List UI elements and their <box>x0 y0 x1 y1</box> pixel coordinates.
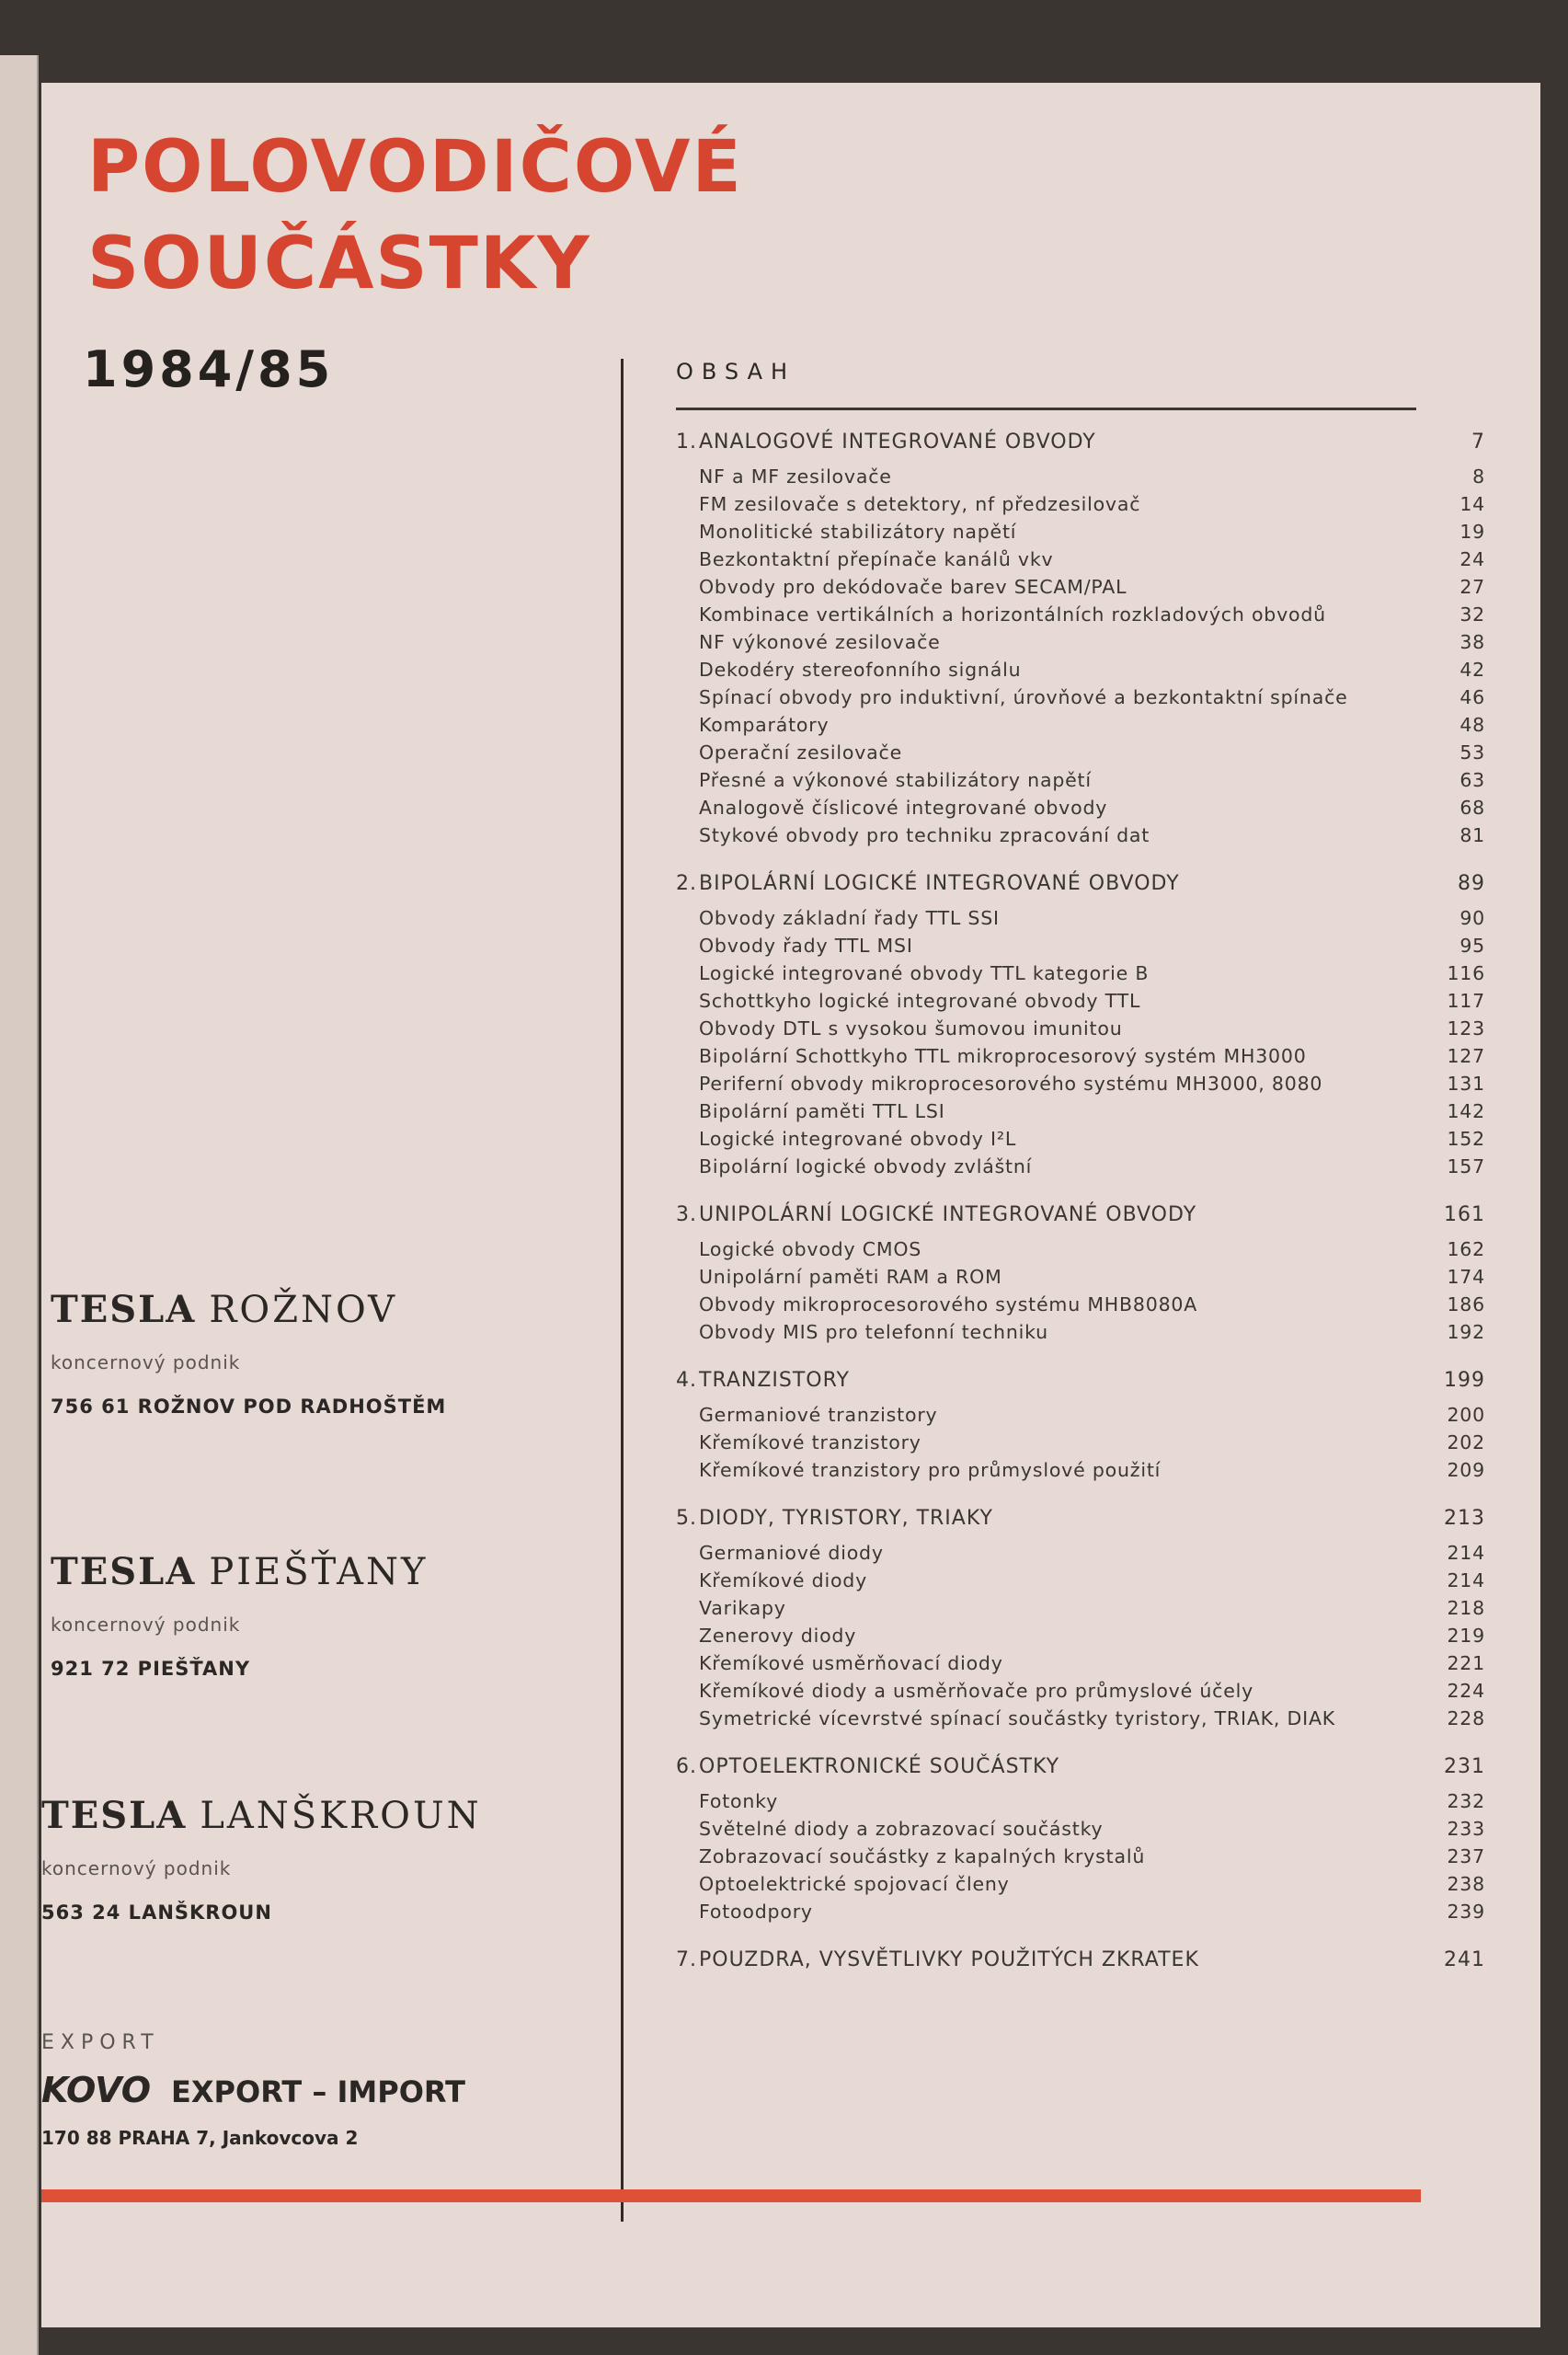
toc-entry <box>648 824 1485 852</box>
toc-entry <box>648 1128 1485 1155</box>
company-address: 563 24 LANŠKROUN <box>41 1901 272 1924</box>
section-page: 199 <box>1444 1369 1485 1392</box>
toc-entry <box>648 741 1485 769</box>
company-city: ROŽNOV <box>209 1289 397 1331</box>
section-title: POUZDRA, VYSVĚTLIVKY POUŽITÝCH ZKRATEK <box>699 1948 1199 1971</box>
toc-section-header <box>648 431 1485 465</box>
entry-page: 232 <box>1447 1790 1485 1812</box>
toc-entry <box>648 1404 1485 1431</box>
company-sub: koncernový podnik <box>51 1614 241 1636</box>
entry-title: Obvody pro dekódovače barev SECAM/PAL <box>699 576 1127 598</box>
toc-entry <box>648 1459 1485 1487</box>
entry-page: 239 <box>1447 1901 1485 1923</box>
entry-title: Unipolární paměti RAM a ROM <box>699 1266 1002 1288</box>
entry-title: Symetrické vícevrstvé spínací součástky tyristory, TRIAK, DIAK <box>699 1707 1336 1729</box>
toc-entry <box>648 1845 1485 1873</box>
entry-title: Operační zesilovače <box>699 741 902 764</box>
entry-title: Stykové obvody pro techniku zpracování dat <box>699 824 1150 846</box>
entry-title: FM zesilovače s detektory, nf předzesilovač <box>699 493 1141 515</box>
entry-title: Fotonky <box>699 1790 779 1812</box>
toc-section <box>648 872 1485 1183</box>
company-sub: koncernový podnik <box>41 1857 232 1879</box>
section-title: UNIPOLÁRNÍ LOGICKÉ INTEGROVANÉ OBVODY <box>699 1203 1197 1226</box>
company-city: LANŠKROUN <box>200 1795 482 1837</box>
toc-section-header <box>648 1369 1485 1404</box>
section-number: 7. <box>676 1948 697 1971</box>
entry-title: Světelné diody a zobrazovací součástky <box>699 1818 1104 1840</box>
toc-entry <box>648 548 1485 576</box>
entry-title: Logické integrované obvody I²L <box>699 1128 1017 1150</box>
toc-entry <box>648 1901 1485 1928</box>
entry-title: Dekodéry stereofonního signálu <box>699 659 1022 681</box>
section-title: ANALOGOVÉ INTEGROVANÉ OBVODY <box>699 431 1096 454</box>
toc-entry <box>648 1238 1485 1266</box>
entry-page: 42 <box>1459 659 1485 681</box>
toc-entry <box>648 1073 1485 1100</box>
toc-entry <box>648 1321 1485 1349</box>
toc-entry <box>648 493 1485 521</box>
toc-section <box>648 1203 1485 1349</box>
entry-title: Germaniové diody <box>699 1542 884 1564</box>
catalog-page <box>41 83 1540 2327</box>
entry-page: 19 <box>1459 521 1485 543</box>
toc-entry <box>648 714 1485 741</box>
entry-title: Křemíkové tranzistory pro průmyslové použití <box>699 1459 1162 1481</box>
entry-title: Bipolární Schottkyho TTL mikroprocesorový systém MH3000 <box>699 1045 1307 1067</box>
entry-page: 142 <box>1447 1100 1485 1122</box>
toc-section <box>648 431 1485 852</box>
toc-entry <box>648 1790 1485 1818</box>
entry-page: 162 <box>1447 1238 1485 1260</box>
entry-title: Logické obvody CMOS <box>699 1238 922 1260</box>
entry-page: 68 <box>1459 797 1485 819</box>
section-page: 231 <box>1444 1755 1485 1778</box>
entry-page: 123 <box>1447 1017 1485 1040</box>
toc-entry <box>648 1597 1485 1625</box>
entry-page: 228 <box>1447 1707 1485 1729</box>
section-title: TRANZISTORY <box>699 1369 850 1392</box>
entry-page: 48 <box>1459 714 1485 736</box>
entry-page: 81 <box>1459 824 1485 846</box>
entry-page: 237 <box>1447 1845 1485 1867</box>
toc-section <box>648 1369 1485 1487</box>
toc-entry <box>648 935 1485 962</box>
kovo-address: 170 88 PRAHA 7, Jankovcova 2 <box>41 2127 359 2149</box>
entry-title: Obvody MIS pro telefonní techniku <box>699 1321 1048 1343</box>
toc-entry <box>648 631 1485 659</box>
entry-page: 117 <box>1447 990 1485 1012</box>
toc-entry <box>648 1542 1485 1569</box>
toc-entry <box>648 1707 1485 1735</box>
entry-page: 95 <box>1459 935 1485 957</box>
entry-title: Bezkontaktní přepínače kanálů vkv <box>699 548 1054 570</box>
section-number: 6. <box>676 1755 697 1778</box>
toc-entry <box>648 1652 1485 1680</box>
entry-title: Křemíkové diody a usměrňovače pro průmyslové účely <box>699 1680 1254 1702</box>
toc-heading: OBSAH <box>676 359 796 385</box>
entry-title: Zenerovy diody <box>699 1625 857 1647</box>
toc-entry <box>648 1155 1485 1183</box>
entry-page: 90 <box>1459 907 1485 929</box>
entry-page: 218 <box>1447 1597 1485 1619</box>
section-page: 241 <box>1444 1948 1485 1971</box>
section-page: 7 <box>1471 431 1485 454</box>
entry-page: 174 <box>1447 1266 1485 1288</box>
toc-section-header <box>648 1948 1485 1983</box>
entry-title: Logické integrované obvody TTL kategorie B <box>699 962 1150 984</box>
section-title: OPTOELEKTRONICKÉ SOUČÁSTKY <box>699 1755 1060 1778</box>
title-line-1: POLOVODIČOVÉ <box>87 126 743 209</box>
company-lanskroun <box>41 1794 482 1924</box>
section-number: 3. <box>676 1203 697 1226</box>
section-page: 161 <box>1444 1203 1485 1226</box>
toc-entry <box>648 686 1485 714</box>
entry-page: 14 <box>1459 493 1485 515</box>
entry-title: Obvody základní řady TTL SSI <box>699 907 1000 929</box>
section-number: 2. <box>676 872 697 895</box>
company-brand: TESLA <box>51 1550 197 1593</box>
entry-title: Bipolární paměti TTL LSI <box>699 1100 945 1122</box>
company-city: PIEŠŤANY <box>209 1551 429 1593</box>
entry-title: Křemíkové tranzistory <box>699 1431 921 1453</box>
kovo-export-import <box>41 2070 465 2110</box>
company-piestany <box>51 1550 428 1680</box>
toc-section <box>648 1507 1485 1735</box>
toc-heading-rule <box>676 408 1416 410</box>
entry-page: 192 <box>1447 1321 1485 1343</box>
entry-page: 214 <box>1447 1569 1485 1591</box>
toc-entry <box>648 990 1485 1017</box>
toc-entry <box>648 576 1485 603</box>
export-label: EXPORT <box>41 2031 160 2054</box>
section-number: 1. <box>676 431 697 454</box>
toc-entry <box>648 603 1485 631</box>
section-page: 89 <box>1458 872 1485 895</box>
entry-title: Optoelektrické spojovací členy <box>699 1873 1010 1895</box>
entry-page: 209 <box>1447 1459 1485 1481</box>
toc-section-header <box>648 1755 1485 1790</box>
entry-page: 238 <box>1447 1873 1485 1895</box>
entry-title: Schottkyho logické integrované obvody TTL <box>699 990 1141 1012</box>
entry-page: 116 <box>1447 962 1485 984</box>
section-number: 4. <box>676 1369 697 1392</box>
entry-title: Analogově číslicové integrované obvody <box>699 797 1108 819</box>
entry-title: Obvody DTL s vysokou šumovou imunitou <box>699 1017 1123 1040</box>
toc-entry <box>648 659 1485 686</box>
entry-page: 53 <box>1459 741 1485 764</box>
entry-page: 219 <box>1447 1625 1485 1647</box>
toc-entry <box>648 1818 1485 1845</box>
entry-title: Obvody mikroprocesorového systému MHB8080A <box>699 1293 1198 1315</box>
entry-page: 186 <box>1447 1293 1485 1315</box>
column-divider <box>621 359 624 2222</box>
entry-title: NF a MF zesilovače <box>699 465 892 488</box>
entry-title: Kombinace vertikálních a horizontálních rozkladových obvodů <box>699 603 1326 626</box>
toc-entry <box>648 769 1485 797</box>
table-of-contents <box>648 359 1485 1983</box>
toc-entry <box>648 962 1485 990</box>
entry-title: Bipolární logické obvody zvláštní <box>699 1155 1033 1178</box>
entry-page: 63 <box>1459 769 1485 791</box>
entry-title: Zobrazovací součástky z kapalných krystalů <box>699 1845 1146 1867</box>
entry-page: 24 <box>1459 548 1485 570</box>
toc-section <box>648 1948 1485 1983</box>
toc-entry <box>648 797 1485 824</box>
toc-entry <box>648 1569 1485 1597</box>
toc-entry <box>648 465 1485 493</box>
entry-page: 233 <box>1447 1818 1485 1840</box>
entry-page: 46 <box>1459 686 1485 708</box>
entry-page: 131 <box>1447 1073 1485 1095</box>
kovo-name: EXPORT – IMPORT <box>171 2074 465 2109</box>
toc-entry <box>648 1045 1485 1073</box>
toc-section <box>648 1755 1485 1928</box>
page-binding-edge <box>0 55 39 2355</box>
toc-section-header <box>648 872 1485 907</box>
entry-page: 200 <box>1447 1404 1485 1426</box>
toc-entry <box>648 1266 1485 1293</box>
entry-title: Monolitické stabilizátory napětí <box>699 521 1017 543</box>
toc-entry <box>648 1431 1485 1459</box>
entry-title: Germaniové tranzistory <box>699 1404 938 1426</box>
entry-page: 127 <box>1447 1045 1485 1067</box>
toc-entry <box>648 1293 1485 1321</box>
section-title: BIPOLÁRNÍ LOGICKÉ INTEGROVANÉ OBVODY <box>699 872 1180 895</box>
entry-title: Periferní obvody mikroprocesorového systému MH3000, 8080 <box>699 1073 1323 1095</box>
toc-entry <box>648 907 1485 935</box>
bottom-red-bar <box>41 2189 1421 2202</box>
section-page: 213 <box>1444 1507 1485 1530</box>
company-brand: TESLA <box>41 1794 188 1837</box>
toc-entry <box>648 1625 1485 1652</box>
toc-entry <box>648 1873 1485 1901</box>
catalog-title <box>87 120 743 313</box>
toc-entry <box>648 1680 1485 1707</box>
kovo-logo: KOVO <box>41 2070 152 2110</box>
entry-title: Křemíkové usměrňovací diody <box>699 1652 1003 1674</box>
entry-title: Křemíkové diody <box>699 1569 868 1591</box>
entry-title: Komparátory <box>699 714 830 736</box>
toc-section-header <box>648 1203 1485 1238</box>
entry-title: Varikapy <box>699 1597 786 1619</box>
entry-page: 224 <box>1447 1680 1485 1702</box>
entry-page: 152 <box>1447 1128 1485 1150</box>
entry-page: 27 <box>1459 576 1485 598</box>
entry-page: 38 <box>1459 631 1485 653</box>
entry-title: Přesné a výkonové stabilizátory napětí <box>699 769 1092 791</box>
title-line-2: SOUČÁSTKY <box>87 223 591 305</box>
toc-section-header <box>648 1507 1485 1542</box>
entry-title: Fotoodpory <box>699 1901 813 1923</box>
company-address: 756 61 ROŽNOV POD RADHOŠTĚM <box>51 1396 447 1418</box>
company-roznov <box>51 1288 446 1418</box>
catalog-year: 1984/85 <box>83 340 335 398</box>
toc-entry <box>648 1100 1485 1128</box>
company-sub: koncernový podnik <box>51 1351 241 1373</box>
company-brand: TESLA <box>51 1288 197 1331</box>
section-title: DIODY, TYRISTORY, TRIAKY <box>699 1507 993 1530</box>
toc-entry <box>648 1017 1485 1045</box>
entry-page: 32 <box>1459 603 1485 626</box>
entry-page: 221 <box>1447 1652 1485 1674</box>
entry-title: NF výkonové zesilovače <box>699 631 941 653</box>
entry-page: 157 <box>1447 1155 1485 1178</box>
section-number: 5. <box>676 1507 697 1530</box>
entry-title: Obvody řady TTL MSI <box>699 935 913 957</box>
entry-page: 8 <box>1472 465 1485 488</box>
entry-title: Spínací obvody pro induktivní, úrovňové a bezkontaktní spínače <box>699 686 1348 708</box>
entry-page: 214 <box>1447 1542 1485 1564</box>
company-address: 921 72 PIEŠŤANY <box>51 1658 251 1680</box>
entry-page: 202 <box>1447 1431 1485 1453</box>
toc-entry <box>648 521 1485 548</box>
